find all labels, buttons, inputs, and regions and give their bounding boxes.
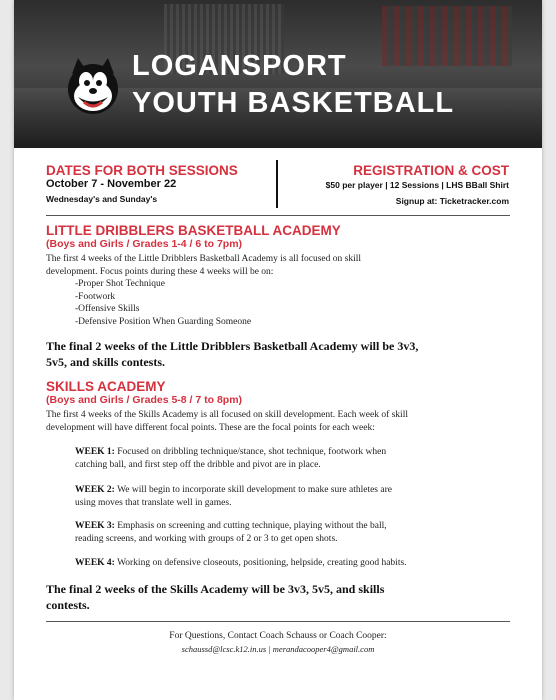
skills-final-note xyxy=(46,582,486,613)
signup-info: Signup at: Ticketracker.com xyxy=(395,196,509,206)
contact-text: For Questions, Contact Coach Schauss or Coach Cooper: xyxy=(169,631,387,641)
week-4-item xyxy=(75,557,465,570)
dribblers-intro-line: The first 4 weeks of the Little Dribblers Basketball Academy is all focused on skill xyxy=(46,254,362,264)
session-dates: October 7 - November 22 xyxy=(46,178,177,190)
week-3-item xyxy=(75,520,465,545)
week-2-item xyxy=(75,484,465,509)
dribblers-subtitle: (Boys and Girls / Grades 1-4 / 6 to 7pm) xyxy=(46,238,243,250)
skills-subtitle: (Boys and Girls / Grades 5-8 / 7 to 8pm) xyxy=(46,394,243,406)
skills-intro-line: development will have different focal points. These are the focal points for each week: xyxy=(46,422,375,433)
skills-intro xyxy=(46,409,486,434)
week-text: reading screens, and working with groups of 2 or 3 to get open shots. xyxy=(75,533,338,544)
week-text: We will begin to incorporate skill development to make sure athletes are xyxy=(114,485,392,495)
week-text: catching ball, and first step off the dribble and pivot are in place. xyxy=(75,459,321,470)
cartoon-cat-mascot-icon xyxy=(62,56,124,118)
arena-banner-stripes xyxy=(382,6,512,66)
skills-final-line: The final 2 weeks of the Skills Academy will be 3v3, 5v5, and skills xyxy=(46,582,385,596)
week-text: Focused on dribbling technique/stance, shot technique, footwork when xyxy=(114,447,387,457)
banner-title-line-2: YOUTH BASKETBALL xyxy=(132,87,455,119)
registration-heading: REGISTRATION & COST xyxy=(353,163,509,178)
list-item: -Offensive Skills xyxy=(75,304,140,314)
skills-title: SKILLS ACADEMY xyxy=(46,379,166,394)
vertical-divider xyxy=(276,160,278,208)
dribblers-focus-list xyxy=(75,278,251,328)
skills-intro-line: The first 4 weeks of the Skills Academy is all focused on skill development. Each week of skill xyxy=(46,410,408,420)
week-label: WEEK 3: xyxy=(75,521,115,531)
session-days: Wednesday's and Sunday's xyxy=(46,194,158,204)
list-item: -Proper Shot Technique xyxy=(75,279,165,289)
week-label: WEEK 2: xyxy=(75,485,115,495)
week-text: Emphasis on screening and cutting technique, playing without the ball, xyxy=(114,521,387,531)
dribblers-intro-line: development. Focus points during these 4 weeks will be on: xyxy=(46,266,274,277)
flyer-page xyxy=(14,0,542,700)
list-item: -Footwork xyxy=(75,291,116,302)
week-text: using moves that translate well in games. xyxy=(75,497,232,508)
registration-cost: $50 per player | 12 Sessions | LHS BBall Shirt xyxy=(325,180,509,190)
sessions-heading: DATES FOR BOTH SESSIONS xyxy=(46,163,238,178)
week-label: WEEK 1: xyxy=(75,447,115,457)
dribblers-title: LITTLE DRIBBLERS BASKETBALL ACADEMY xyxy=(46,223,341,238)
dribblers-final-line: The final 2 weeks of the Little Dribblers Basketball Academy will be 3v3, xyxy=(46,339,419,353)
dribblers-final-line: 5v5, and skills contests. xyxy=(46,354,166,369)
section-divider xyxy=(46,215,510,216)
week-text: Working on defensive closeouts, positioning, helpside, creating good habits. xyxy=(114,558,407,568)
contact-emails: schaussd@lcsc.k12.in.us | merandacooper4@gmail.com xyxy=(181,644,375,654)
dribblers-final-note xyxy=(46,339,466,370)
header-banner xyxy=(14,0,542,148)
banner-title-line-1: LOGANSPORT xyxy=(132,50,347,82)
list-item: -Defensive Position When Guarding Someone xyxy=(75,316,252,327)
footer-divider xyxy=(46,621,510,622)
dribblers-intro xyxy=(46,253,466,278)
week-1-item xyxy=(75,446,465,471)
week-label: WEEK 4: xyxy=(75,558,115,568)
skills-final-line: contests. xyxy=(46,597,90,612)
